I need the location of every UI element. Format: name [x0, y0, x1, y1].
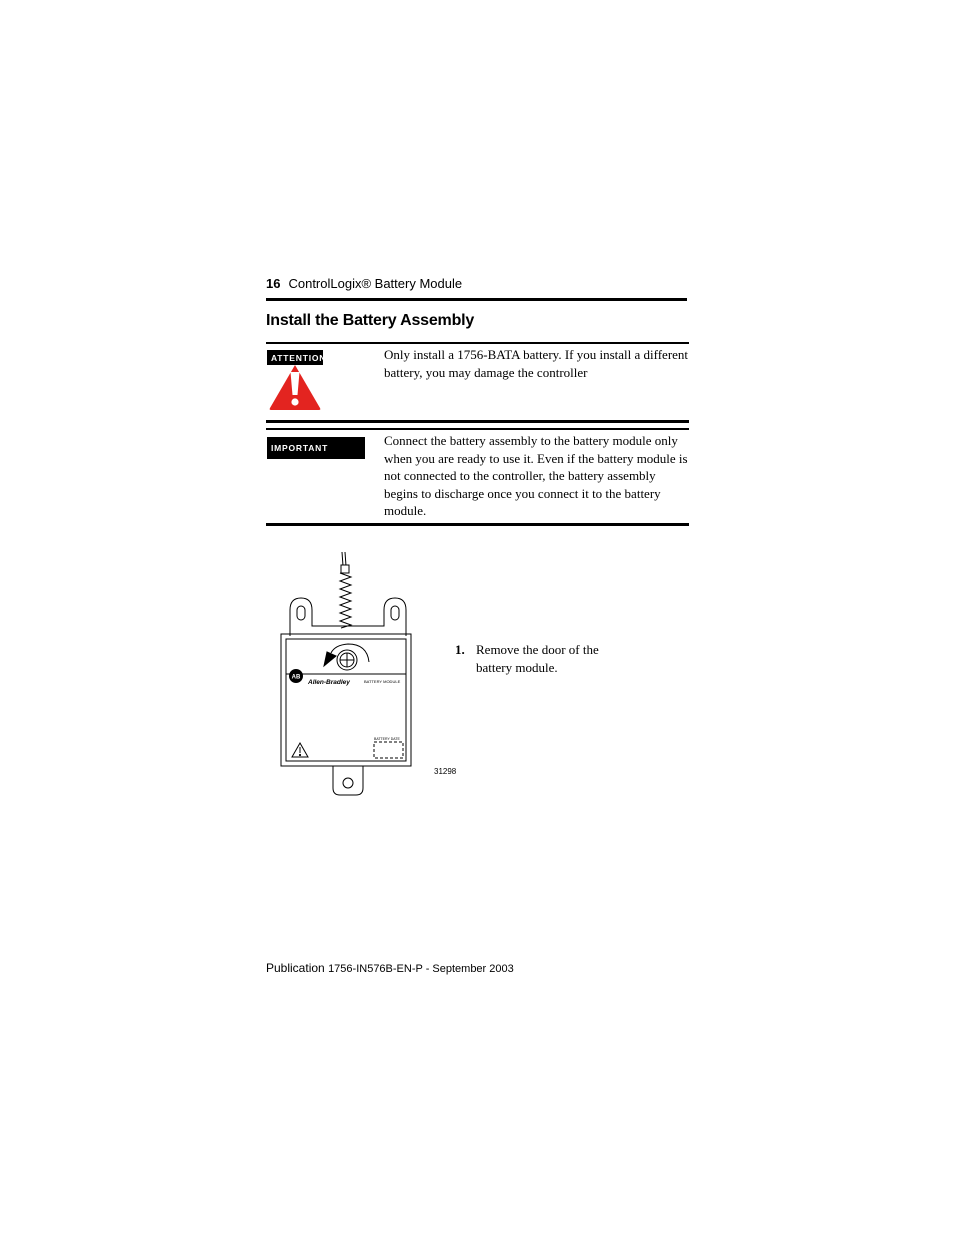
figure-number: 31298 [434, 767, 457, 776]
brand-text: Allen-Bradley [308, 679, 350, 686]
header-title: ControlLogix® Battery Module [288, 276, 463, 291]
battery-module-figure [278, 548, 468, 803]
attention-label: ATTENTION [267, 350, 323, 365]
step-text: Remove the door of the battery module. [476, 642, 599, 675]
battery-date-box [374, 742, 403, 758]
page-footer [266, 961, 514, 975]
important-bottom-rule [266, 523, 689, 526]
right-keyhole-icon [391, 606, 399, 620]
battery-date-label: BATTERY DATE [374, 737, 400, 741]
attention-text: Only install a 1756-BATA battery. If you install a different battery, you may damage the controller [384, 347, 689, 380]
module-body [281, 634, 411, 766]
module-label: BATTERY MODULE [364, 679, 401, 684]
footer-publication: 1756-IN576B-EN-P - September 2003 [328, 963, 514, 975]
cable [340, 552, 351, 628]
mounting-hole [343, 778, 353, 788]
bottom-mounting-tab [333, 766, 363, 795]
left-keyhole-icon [297, 606, 305, 620]
important-label: IMPORTANT [267, 437, 365, 459]
attention-top-rule [266, 342, 689, 344]
attention-bottom-rule [266, 420, 689, 423]
step-number: 1. [455, 642, 465, 657]
page-header [266, 276, 462, 291]
header-rule [266, 298, 687, 301]
step-item [455, 641, 626, 676]
important-top-rule [266, 428, 689, 430]
footer-prefix: Publication [266, 961, 325, 975]
module-door [286, 639, 406, 761]
page-number: 16 [266, 276, 281, 291]
top-mounting-ears [290, 598, 406, 636]
warning-icon [268, 363, 322, 412]
important-text: Connect the battery assembly to the battery module only when you are ready to use it. Even if the battery module is not connected to the controller, the battery assembly begins to discharge once you connect it to the battery module. [384, 433, 688, 518]
logo-text: AB [291, 674, 301, 681]
section-title: Install the Battery Assembly [266, 312, 475, 329]
